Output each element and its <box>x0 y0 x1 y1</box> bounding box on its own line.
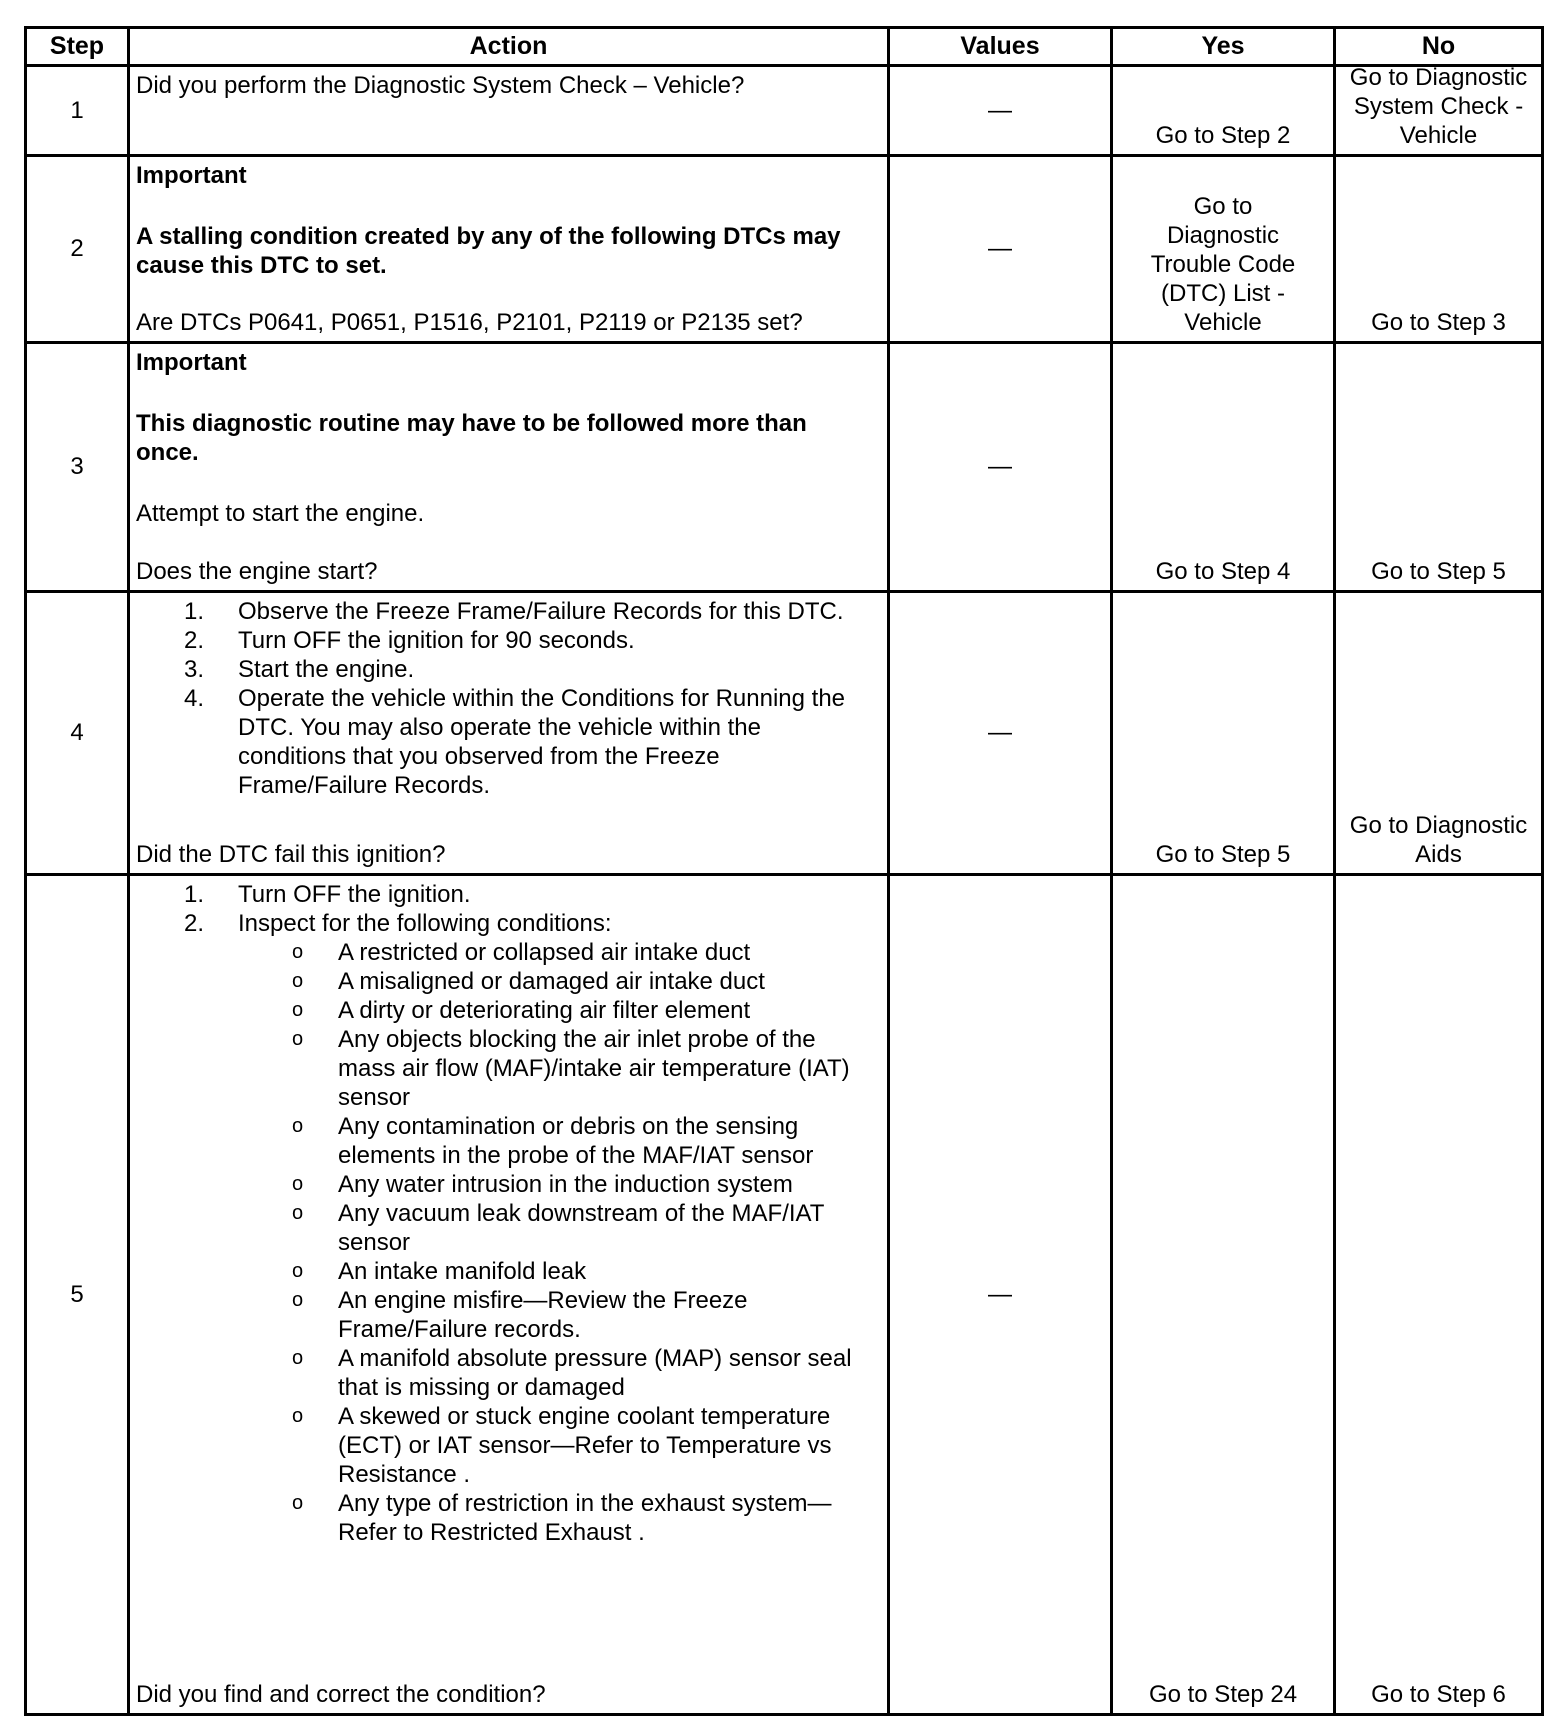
values-dash: — <box>988 1280 1012 1308</box>
bullet-icon: o <box>292 970 304 992</box>
numbered-steps <box>136 880 881 938</box>
action-question: Did the DTC fail this ignition? <box>136 841 446 868</box>
diagnostic-table <box>24 26 1544 1716</box>
bullet-icon: o <box>292 1260 304 1282</box>
header-no: No <box>1421 32 1456 60</box>
yes-link[interactable]: Go to Step 5 <box>1155 841 1291 868</box>
action-cell <box>130 593 887 873</box>
bullet-icon: o <box>292 1347 304 1369</box>
header-yes: Yes <box>1201 32 1245 60</box>
important-text: This diagnostic routine may have to be followed more than once. <box>136 410 807 466</box>
header-action: Action <box>469 32 548 60</box>
no-cell <box>1336 593 1541 873</box>
values-dash: — <box>988 453 1012 480</box>
action-cell <box>130 67 887 154</box>
important-heading: Important <box>136 162 247 189</box>
list-number: 3. <box>184 656 205 683</box>
condition-item <box>136 1489 873 1547</box>
action-cell <box>130 344 887 590</box>
bullet-icon: o <box>292 1289 304 1311</box>
yes-link[interactable]: Go to Diagnostic Trouble Code (DTC) List - Vehicle <box>1150 193 1296 336</box>
condition-item <box>136 996 873 1025</box>
list-item <box>136 684 861 800</box>
list-item <box>136 597 861 626</box>
values-cell <box>890 157 1110 341</box>
list-text: Operate the vehicle within the Conditions for Running the DTC. You may also operate the vehicle within the conditions that you observed from the Freeze Frame/Failure Records. <box>238 685 846 799</box>
condition-text: Any contamination or debris on the sensing elements in the probe of the MAF/IAT sensor <box>338 1113 814 1169</box>
condition-item <box>136 938 873 967</box>
step-number <box>27 593 127 873</box>
no-link[interactable]: Go to Diagnostic System Check - Vehicle <box>1349 64 1528 149</box>
no-cell <box>1336 876 1541 1713</box>
list-number: 2. <box>184 910 205 937</box>
bullet-icon: o <box>292 999 304 1021</box>
values-dash: — <box>988 96 1012 124</box>
yes-cell <box>1113 157 1333 341</box>
header-step: Step <box>49 32 105 60</box>
no-link[interactable]: Go to Step 3 <box>1371 309 1506 336</box>
table-header-row <box>27 29 1541 67</box>
condition-item <box>136 1025 873 1112</box>
table-row <box>27 593 1541 876</box>
table-row <box>27 344 1541 593</box>
list-item <box>136 880 881 909</box>
list-item <box>136 655 861 684</box>
header-values: Values <box>960 32 1040 60</box>
condition-item <box>136 1170 873 1199</box>
condition-item <box>136 1199 873 1257</box>
list-number: 1. <box>184 598 205 625</box>
table-row <box>27 157 1541 344</box>
list-item <box>136 909 881 938</box>
bullet-icon: o <box>292 941 304 963</box>
step-number <box>27 876 127 1713</box>
no-link[interactable]: Go to Step 5 <box>1371 558 1506 585</box>
yes-cell <box>1113 593 1333 873</box>
condition-text: A misaligned or damaged air intake duct <box>338 968 765 995</box>
condition-list <box>136 938 881 1547</box>
yes-link[interactable]: Go to Step 2 <box>1155 122 1291 149</box>
action-question: Does the engine start? <box>136 558 378 585</box>
list-text: Observe the Freeze Frame/Failure Records for this DTC. <box>238 598 844 625</box>
numbered-steps <box>136 597 881 800</box>
step-number-text: 2 <box>70 235 84 262</box>
values-dash: — <box>988 235 1012 262</box>
list-number: 2. <box>184 627 205 654</box>
action-cell <box>130 157 887 341</box>
condition-item <box>136 1344 873 1402</box>
condition-text: Any water intrusion in the induction system <box>338 1171 793 1198</box>
condition-text: Any type of restriction in the exhaust system—Refer to Restricted Exhaust . <box>338 1490 832 1546</box>
values-cell <box>890 593 1110 873</box>
values-cell <box>890 67 1110 154</box>
action-question: Are DTCs P0641, P0651, P1516, P2101, P2119 or P2135 set? <box>136 309 803 336</box>
bullet-icon: o <box>292 1115 304 1137</box>
condition-text: A skewed or stuck engine coolant temperature (ECT) or IAT sensor—Refer to Temperature vs Resistance . <box>338 1403 832 1488</box>
step-number <box>27 157 127 341</box>
condition-text: A restricted or collapsed air intake duct <box>338 939 751 966</box>
no-cell <box>1336 344 1541 590</box>
values-cell <box>890 876 1110 1713</box>
list-item <box>136 626 861 655</box>
values-cell <box>890 344 1110 590</box>
yes-cell <box>1113 344 1333 590</box>
list-text: Inspect for the following conditions: <box>238 910 612 937</box>
no-link[interactable]: Go to Step 6 <box>1371 1681 1506 1708</box>
action-cell <box>130 876 887 1713</box>
step-number-text: 3 <box>70 453 84 480</box>
condition-item <box>136 1257 873 1286</box>
no-cell <box>1336 64 1541 154</box>
values-dash: — <box>988 719 1012 746</box>
step-number-text: 5 <box>70 1280 84 1308</box>
action-question: Did you perform the Diagnostic System Check – Vehicle? <box>136 72 745 99</box>
action-question: Did you find and correct the condition? <box>136 1681 546 1708</box>
condition-text: An engine misfire—Review the Freeze Frame/Failure records. <box>338 1287 748 1343</box>
list-text: Turn OFF the ignition for 90 seconds. <box>238 627 635 654</box>
condition-text: Any vacuum leak downstream of the MAF/IAT sensor <box>338 1200 824 1256</box>
bullet-icon: o <box>292 1492 304 1514</box>
list-number: 1. <box>184 881 205 908</box>
action-instruction: Attempt to start the engine. <box>136 500 425 527</box>
condition-item <box>136 967 873 996</box>
table-row <box>27 876 1541 1713</box>
no-link[interactable]: Go to Diagnostic Aids <box>1349 812 1528 868</box>
condition-item <box>136 1112 873 1170</box>
bullet-icon: o <box>292 1173 304 1195</box>
important-text: A stalling condition created by any of the following DTCs may cause this DTC to set. <box>136 223 841 279</box>
bullet-icon: o <box>292 1405 304 1427</box>
yes-cell <box>1113 876 1333 1713</box>
step-number <box>27 67 127 154</box>
step-number <box>27 344 127 590</box>
condition-item <box>136 1286 873 1344</box>
list-text: Turn OFF the ignition. <box>238 881 471 908</box>
condition-item <box>136 1402 873 1489</box>
step-number-text: 4 <box>70 719 84 746</box>
yes-link[interactable]: Go to Step 4 <box>1155 558 1291 585</box>
list-number: 4. <box>184 685 205 712</box>
important-heading: Important <box>136 349 247 376</box>
no-cell <box>1336 157 1541 341</box>
bullet-icon: o <box>292 1202 304 1224</box>
bullet-icon: o <box>292 1028 304 1050</box>
step-number-text: 1 <box>70 96 84 124</box>
condition-text: An intake manifold leak <box>338 1258 587 1285</box>
table-row <box>27 64 1541 157</box>
condition-text: Any objects blocking the air inlet probe of the mass air flow (MAF)/intake air temperature (IAT) sensor <box>338 1026 850 1111</box>
condition-text: A manifold absolute pressure (MAP) sensor seal that is missing or damaged <box>338 1345 852 1401</box>
list-text: Start the engine. <box>238 656 415 683</box>
yes-cell <box>1113 67 1333 154</box>
condition-text: A dirty or deteriorating air filter element <box>338 997 751 1024</box>
yes-link[interactable]: Go to Step 24 <box>1148 1681 1298 1708</box>
